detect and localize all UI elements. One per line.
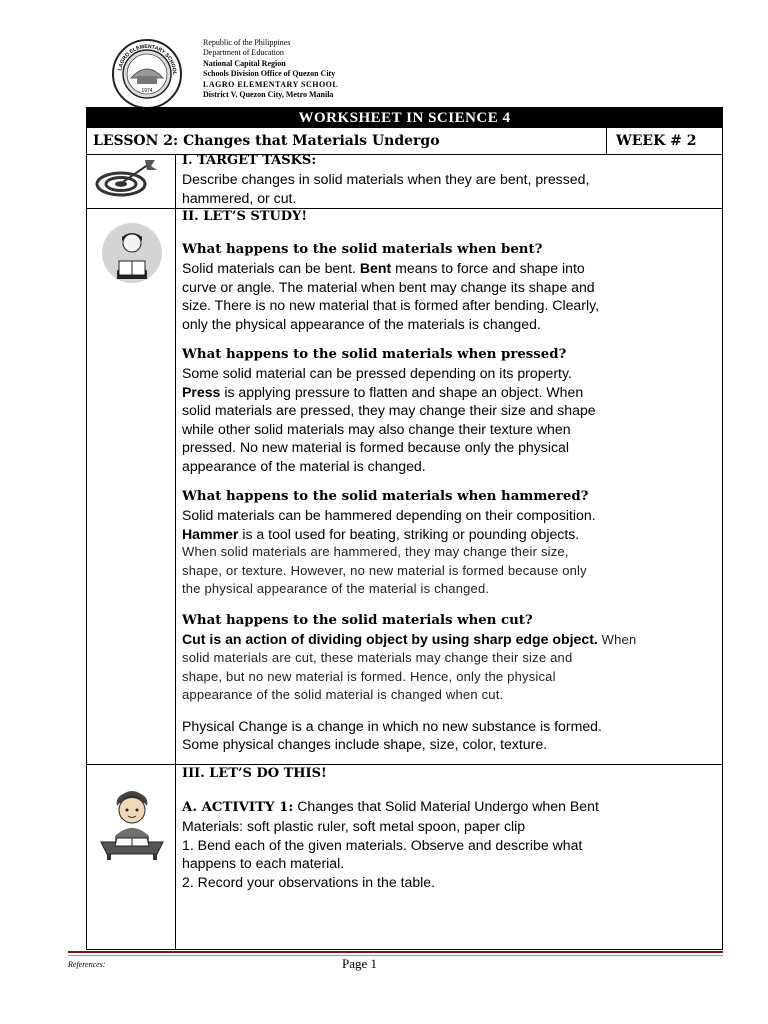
page-number: Page 1	[342, 956, 378, 971]
svg-text:1974: 1974	[141, 88, 153, 94]
text-line: Describe changes in solid materials when they are bent, pressed,	[182, 171, 590, 187]
lets-do-this-section	[182, 765, 718, 891]
lesson-title: LESSON 2: Changes that Materials Undergo	[93, 133, 440, 149]
target-section-icon	[95, 158, 161, 203]
text-line: only the physical appearance of the materials is changed.	[182, 315, 541, 332]
text-line: shape, but no new material is formed. Hence, only the physical	[182, 668, 556, 684]
activity-title: A. ACTIVITY 1: Changes that Solid Material Undergo when Bent	[182, 798, 599, 815]
target-arrow-icon	[95, 158, 161, 198]
letterhead-line: Schools Division Office of Quezon City	[203, 69, 336, 79]
letterhead-line: Republic of the Philippines	[203, 38, 291, 47]
school-seal-icon	[111, 38, 183, 110]
text-line: solid materials are cut, these materials may change their size and	[182, 650, 573, 665]
do-this-section-icon	[97, 788, 167, 865]
text-line: while other solid materials may also change their texture when	[182, 420, 571, 437]
week-label: WEEK # 2	[616, 133, 697, 149]
question-heading: What happens to the solid materials when cut?	[182, 612, 533, 628]
text-line: Press is applying pressure to flatten and shape an object. When	[182, 383, 584, 400]
section-heading: I. TARGET TASKS:	[182, 153, 317, 168]
text-line: shape, or texture. However, no new material is formed because only	[182, 562, 587, 578]
text-line: pressed. No new material is formed because only the physical	[182, 439, 569, 455]
target-tasks-section	[182, 152, 718, 207]
lets-study-section	[182, 208, 718, 754]
text-line: solid materials are pressed, they may change their size and shape	[182, 402, 596, 418]
text-line: Materials: soft plastic ruler, soft metal spoon, paper clip	[182, 818, 526, 834]
text-line: When solid materials are hammered, they may change their size,	[182, 544, 569, 559]
text-line: hammered, or cut.	[182, 189, 297, 206]
footer-rule	[68, 955, 723, 956]
text-line: appearance of the solid material is changed when cut.	[182, 687, 504, 702]
text-line: Physical Change is a change in which no new substance is formed.	[182, 717, 602, 734]
text-line: Solid materials can be bent. Bent means to force and shape into	[182, 260, 585, 276]
reading-student-icon	[101, 223, 163, 283]
letterhead-line: National Capital Region	[203, 58, 286, 68]
text-line: the physical appearance of the material is changed.	[182, 581, 490, 596]
question-heading: What happens to the solid materials when pressed?	[182, 347, 567, 362]
question-heading: What happens to the solid materials when bent?	[182, 242, 543, 257]
worksheet-title: WORKSHEET IN SCIENCE 4	[87, 108, 722, 128]
text-line: Cut is an action of dividing object by using sharp edge object. When	[182, 630, 637, 647]
text-line: curve or angle. The material when bent may change its shape and	[182, 278, 595, 295]
text-line: size. There is no new material that is formed after bending. Clearly,	[182, 297, 600, 313]
section-heading: II. LET’S STUDY!	[182, 209, 308, 224]
footer-rule	[68, 951, 723, 953]
section-heading: III. LET’S DO THIS!	[182, 766, 327, 781]
text-line: 1. Bend each of the given materials. Observe and describe what	[182, 836, 583, 853]
letterhead-text	[203, 38, 338, 100]
text-line: happens to each material.	[182, 855, 345, 871]
text-line: Hammer is a tool used for beating, striking or pounding objects.	[182, 525, 580, 542]
study-section-icon	[101, 223, 163, 288]
column-divider	[175, 154, 176, 950]
question-heading: What happens to the solid materials when hammered?	[182, 489, 589, 504]
boy-writing-icon	[97, 788, 167, 860]
svg-text:LAGRO ELEMENTARY SCHOOL: LAGRO ELEMENTARY SCHOOL	[117, 43, 178, 76]
letterhead-line: District V, Quezon City, Metro Manila	[203, 90, 334, 100]
letterhead-line: LAGRO ELEMENTARY SCHOOL	[203, 79, 339, 89]
text-line: Some solid material can be pressed depending on its property.	[182, 365, 572, 381]
text-line: Some physical changes include shape, size, color, texture.	[182, 736, 548, 752]
text-line: 2. Record your observations in the table.	[182, 873, 436, 890]
letterhead-line: Department of Education	[203, 48, 284, 58]
letterhead	[111, 36, 711, 106]
text-line: Solid materials can be hammered depending on their composition.	[182, 507, 596, 523]
cell-divider	[606, 128, 607, 154]
text-line: appearance of the material is changed.	[182, 457, 426, 474]
references-label: References:	[68, 960, 106, 969]
worksheet-table	[86, 107, 723, 950]
lesson-row	[87, 128, 722, 155]
